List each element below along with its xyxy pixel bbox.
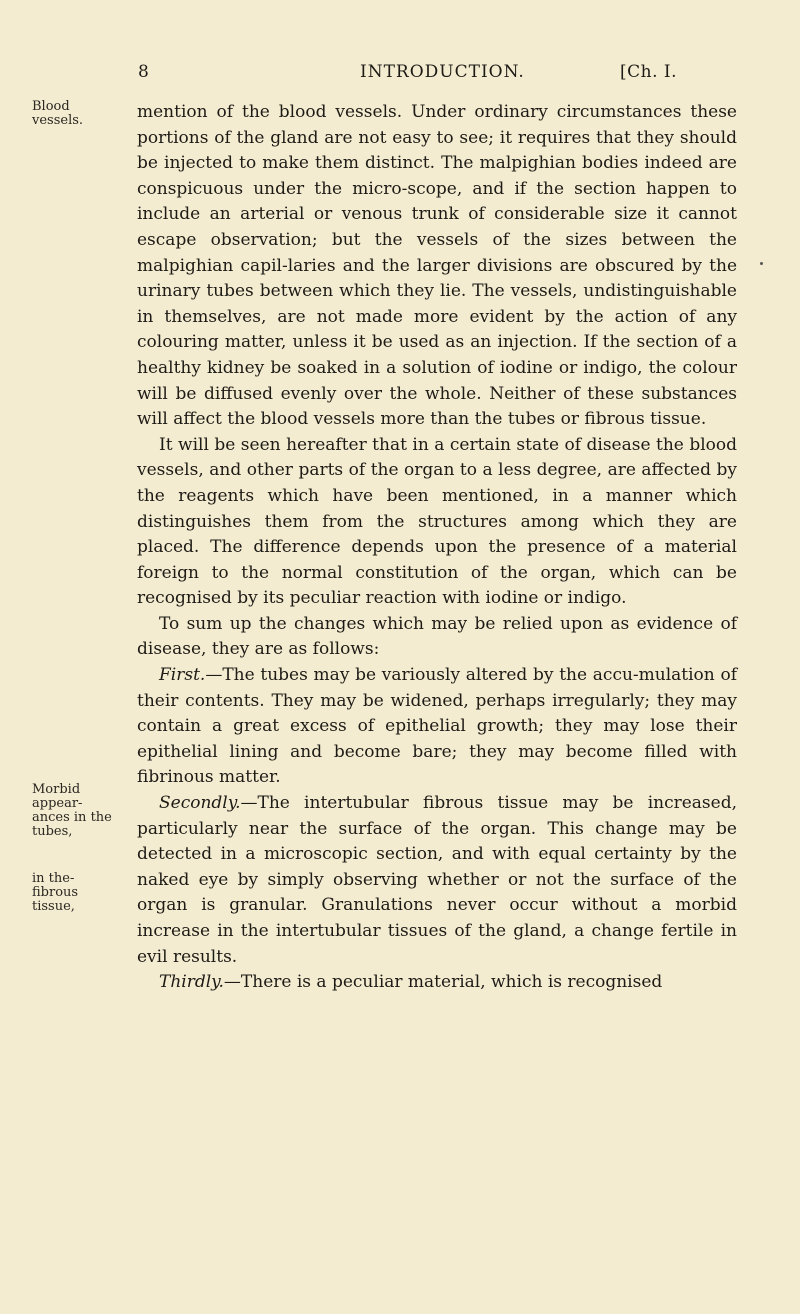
- paragraph-disease-state: It will be seen hereafter that in a certain state of disease the blood vessels, and other parts of the organ to a less degree, are affected by the reagents which have been mentioned, in a manner which distinguishes them from the structures among which they are placed. The difference depends upon the presence of a material foreign to the normal constitution of the organ, which can be recognised by its peculiar reaction with iodine or indigo.: [137, 434, 737, 609]
- secondly-text: —The intertubular fibrous tissue may be increased, particularly near the surface of the organ. This change may be detected in a microscopic section, and with equal certainty by the naked eye by simply observing whether or not the surface of the organ is granular. Granulations never occur without a morbid increase in the intertubular tissues of the gland, a change fertile in evil results.: [137, 793, 737, 967]
- paragraph-first: [137, 663, 737, 791]
- margin-note-morbid-appearances: Morbid appear-ances in the tubes,: [32, 782, 112, 839]
- paragraph-summary: To sum up the changes which may be relied upon as evidence of disease, they are as follows:: [137, 613, 737, 660]
- running-title: INTRODUCTION.: [360, 62, 525, 82]
- margin-note-fibrous-tissue: in the-fibrous tissue,: [32, 871, 79, 914]
- thirdly-lead: Thirdly.: [159, 972, 224, 993]
- scan-speck: [760, 262, 763, 265]
- chapter-label: [Ch. I.: [620, 62, 678, 82]
- paragraph-blood-vessels: mention of the blood vessels. Under ordinary circumstances these portions of the gland are not easy to see; it requires that they should be injected to make them distinct. The malpighian bodies indeed are conspicuous under the micro-scope, and if the section happen to include an arterial or venous trunk of considerable size it cannot escape observation; but the vessels of the sizes between the malpighian capil-laries and the larger divisions are obscured by the urinary tubes between which they lie. The vessels, undistinguishable in themselves, are not made more evident by the action of any colouring matter, unless it be used as an injection. If the section of a healthy kidney be soaked in a solution of iodine or indigo, the colour will be diffused evenly over the whole. Neither of these substances will affect the blood vessels more than the tubes or fibrous tissue.: [137, 102, 737, 430]
- margin-note-blood-vessels: Blood vessels.: [32, 99, 84, 128]
- first-text: —The tubes may be variously altered by the accu-mulation of their contents. They may be widened, perhaps irregularly; they may contain a great excess of epithelial growth; they may lose their epithelial lining and become bare; they may become filled with fibrinous matter.: [137, 665, 737, 788]
- paragraph-secondly: [137, 791, 737, 970]
- thirdly-text: —There is a peculiar material, which is recognised: [223, 972, 663, 993]
- body-text: [137, 100, 737, 996]
- running-header: [0, 58, 800, 88]
- page-number: 8: [138, 62, 150, 82]
- paragraph-thirdly: [137, 970, 737, 996]
- secondly-lead: Secondly.: [159, 793, 241, 814]
- first-lead: First.: [159, 665, 206, 686]
